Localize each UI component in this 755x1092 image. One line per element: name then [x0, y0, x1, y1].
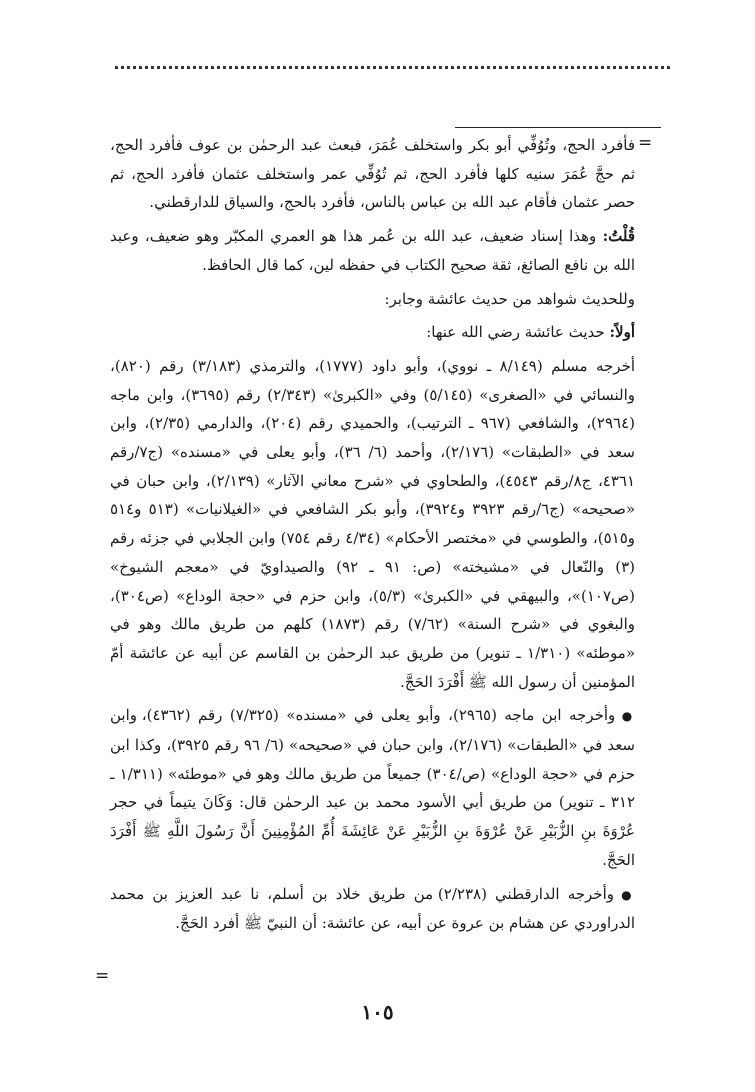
footnote-paragraph — [110, 131, 635, 217]
continuation-end-mark: = — [95, 966, 110, 986]
continuation-mark: = — [638, 133, 653, 153]
paragraph-text: فأفرد الحج، وتُوُفِّي أبو بكر واستخلف عُمَرَ، فبعث عبد الرحمٰن بن عوف فأفرد الحج، ثم حجَّ عُمَرَ سنيه كلها فأفرد الحج، ثم تُوُفِّي عمر واستخلف عثمان فأفرد الحج، ثم حصر عثمان فأقام عبد الله بن عباس بالناس، فأفرد بالحج، والسياق للدارقطني. — [110, 136, 635, 212]
footnote-body — [110, 131, 635, 938]
footnote-paragraph — [110, 285, 635, 314]
paragraph-text: وأخرجه ابن ماجه (٢٩٦٥)، وأبو يعلى في «مسنده» (٧/٣٢٥) رقم (٤٣٦٢)، وابن سعد في «الطبقات» (٢/١٧٦)، وابن حبان في «صحيحه» (٦/ ٩٦ رقم ٣٩٢٥)، وكذا ابن حزم في «حجة الوداع» (ص/٣٠٤) جميعاً من طريق مالك وهو في «موطئه» (١/٣١١ ـ ٣١٢ ـ تنوير) من طريق أبي الأسود محمد بن عبد الرحمٰن قال: وَكَانَ يتيماً في حجر عُرْوَةَ بنِ الزُّبَيْرِ عَنْ عُرْوَةَ بنِ الزُّبَيْرِ عَنْ عَائِشَةَ أُمِّ المُؤْمِنِينَ أَنَّ رَسُولَ اللَّهِ ﷺ أَفْرَدَ الحَجَّ. — [110, 706, 636, 869]
paragraph-text: وأخرجه الدارقطني (٢/٢٣٨) من طريق خلاد بن أسلم، نا عبد العزيز بن محمد الدراوردي عن هشام بن عروة عن أبيه، عن عائشة: أن النبيّ ﷺ أفرد الحَجَّ. — [110, 884, 635, 933]
footnote-paragraph — [110, 318, 635, 347]
paragraph-label: أولاً: — [609, 323, 635, 342]
paragraph-label: قُلْتُ: — [602, 227, 635, 246]
footnote-paragraph — [110, 352, 635, 696]
footnote-paragraph — [110, 880, 635, 938]
paragraph-text: حديث عائشة رضي الله عنها: — [426, 323, 610, 342]
paragraph-text: وللحديث شواهد من حديث عائشة وجابر: — [384, 289, 635, 308]
paragraph-text: أخرجه مسلم (٨/١٤٩ ـ نووي)، وأبو داود (١٧٧٧)، والترمذي (٣/١٨٣) رقم (٨٢٠)، والنسائي في «الصغرى» (٥/١٤٥) وفي «الكبرىٰ» (٢/٣٤٣) رقم (٣٦٩٥)، وابن ماجه (٢٩٦٤)، والشافعي (٩٦٧ ـ الترتيب)، والحميدي رقم (٢٠٤)، والدارمي (٢/٣٥)، وابن سعد في «الطبقات» (٢/١٧٦)، وأحمد (٦/ ٣٦)، وأبو يعلى في «مسنده» (ج٧/رقم ٤٣٦١، ج٨/رقم ٤٥٤٣)، والطحاوي في «شرح معاني الآثار» (٢/١٣٩)، وابن حبان في «صحيحه» (ج٦/رقم ٣٩٢٣ و٣٩٢٤)، وأبو بكر الشافعي في «الغيلانيات» (٥١٣ و٥١٤ و٥١٥)، والطوسي في «مختصر الأحكام» (٤/٣٤ رقم ٧٥٤) وابن الجلابي في جزئه رقم (٣) والنّعال في «مشيخته» (ص: ٩١ ـ ٩٢) والصيداويّ في «معجم الشيوخ» (ص١٠٧)»، والبيهقي في «الكبرىٰ» (٥/٣)، وابن حزم في «حجة الوداع» (ص٣٠٤)، والبغوي في «شرح السنة» (٧/٦٢) رقم (١٨٧٣) كلهم من طريق مالك وهو في «موطئه» (١/٣١٠ ـ تنوير) من طريق عبد الرحمٰن بن القاسم عن أبيه عن عائشة أمّ المؤمنين أن رسول الله ﷺ أَفْرَدَ الحَجَّ. — [110, 356, 636, 691]
page-number: ١٠٥ — [361, 1000, 394, 1024]
footnote-paragraph — [110, 701, 635, 874]
footnote-paragraph — [110, 222, 635, 279]
footnote-separator — [455, 127, 661, 128]
header-dotted-rule — [115, 66, 670, 69]
paragraph-text: وهذا إسناد ضعيف، عبد الله بن عُمر هذا هو العمري المكبّر وهو ضعيف، وعبد الله بن نافع الصائغ، ثقة صحيح الكتاب في حفظه لين، كما قال الحافظ. — [110, 227, 635, 274]
